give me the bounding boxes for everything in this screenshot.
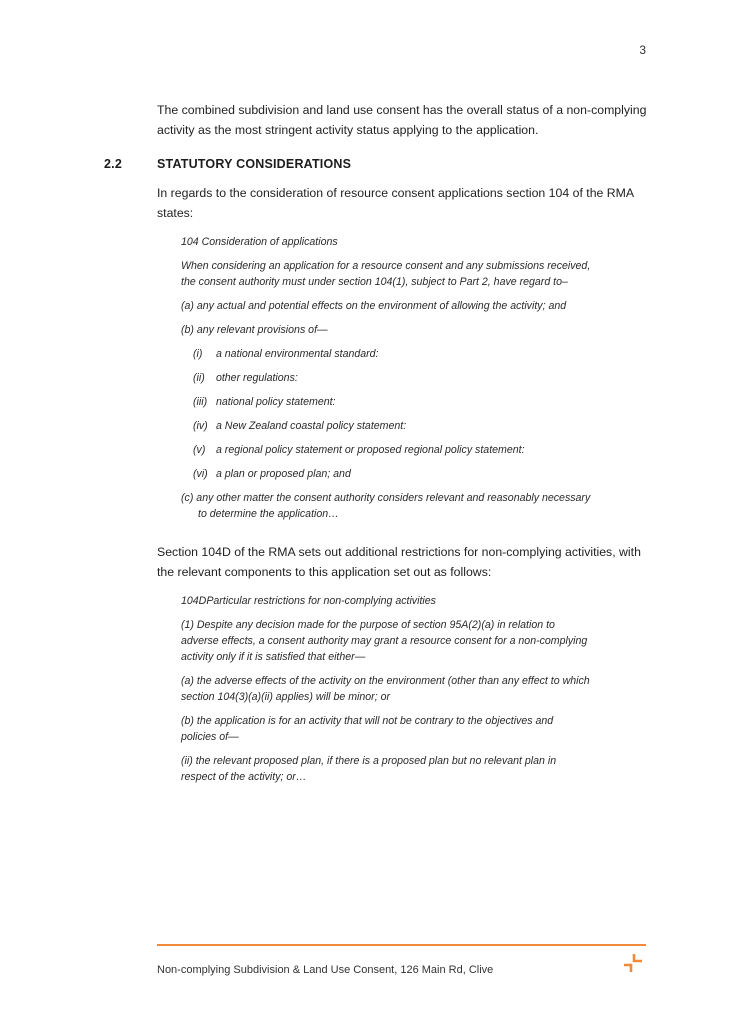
quote-104d-p2: (a) the adverse effects of the activity on the environment (other than any effect to which section 104(3)(a)(ii) applies) will be minor; or xyxy=(181,675,590,703)
intro-paragraph: The combined subdivision and land use consent has the overall status of a non-complying activity as the most stringent activity status applying to the application. xyxy=(157,103,647,137)
section-intro-block xyxy=(157,183,647,223)
quote-104-item-a: (a) any actual and potential effects on the environment of allowing the activity; and xyxy=(181,300,567,312)
quote-104d-title: 104DParticular restrictions for non-complying activities xyxy=(181,595,436,607)
quote-104-title: 104 Consideration of applications xyxy=(181,236,338,248)
section-104d-intro: Section 104D of the RMA sets out additional restrictions for non-complying activities, with the relevant components to this application set out as follows: xyxy=(157,545,641,579)
section-intro-paragraph: In regards to the consideration of resource consent applications section 104 of the RMA states: xyxy=(157,186,634,220)
intro-block xyxy=(157,100,647,140)
quote-104d-p1: (1) Despite any decision made for the purpose of section 95A(2)(a) in relation to adverse effects, a consent authority may grant a resource consent for a non-complying activity only if it is satisfied that either— xyxy=(181,619,588,663)
quote-104-lead: When considering an application for a resource consent and any submissions received, the consent authority must under section 104(1), subject to Part 2, have regard to– xyxy=(181,260,591,288)
quote-104-sub-item: (i) a national environmental standard: xyxy=(193,348,379,360)
footer-text: Non-complying Subdivision & Land Use Consent, 126 Main Rd, Clive xyxy=(157,964,494,976)
section-heading xyxy=(104,157,624,171)
section-title: STATUTORY CONSIDERATIONS xyxy=(157,157,352,171)
quote-104-sub-item: (vi) a plan or proposed plan; and xyxy=(193,468,351,480)
quote-104d-p4: (ii) the relevant proposed plan, if there is a proposed plan but no relevant plan in respect of the activity; or… xyxy=(181,755,557,783)
section-104d-block xyxy=(157,542,647,582)
quote-104-item-b: (b) any relevant provisions of— xyxy=(181,324,328,336)
quote-104-sub-item: (v) a regional policy statement or proposed regional policy statement: xyxy=(193,444,525,456)
quote-104 xyxy=(181,234,591,522)
quote-104d xyxy=(181,593,591,785)
quote-104-sub-item: (iii) national policy statement: xyxy=(193,396,336,408)
quote-104-item-c: (c) any other matter the consent authority considers relevant and reasonably necessary to determine the application… xyxy=(181,492,591,520)
quote-104-sub-item: (ii) other regulations: xyxy=(193,372,298,384)
page-number: 3 xyxy=(639,43,646,57)
quote-104d-p3: (b) the application is for an activity that will not be contrary to the objectives and policies of— xyxy=(181,715,554,743)
corner-brackets-logo-icon xyxy=(624,954,642,972)
footer-divider xyxy=(157,944,646,946)
quote-104-sub-item: (iv) a New Zealand coastal policy statement: xyxy=(193,420,407,432)
section-number: 2.2 xyxy=(104,157,122,171)
